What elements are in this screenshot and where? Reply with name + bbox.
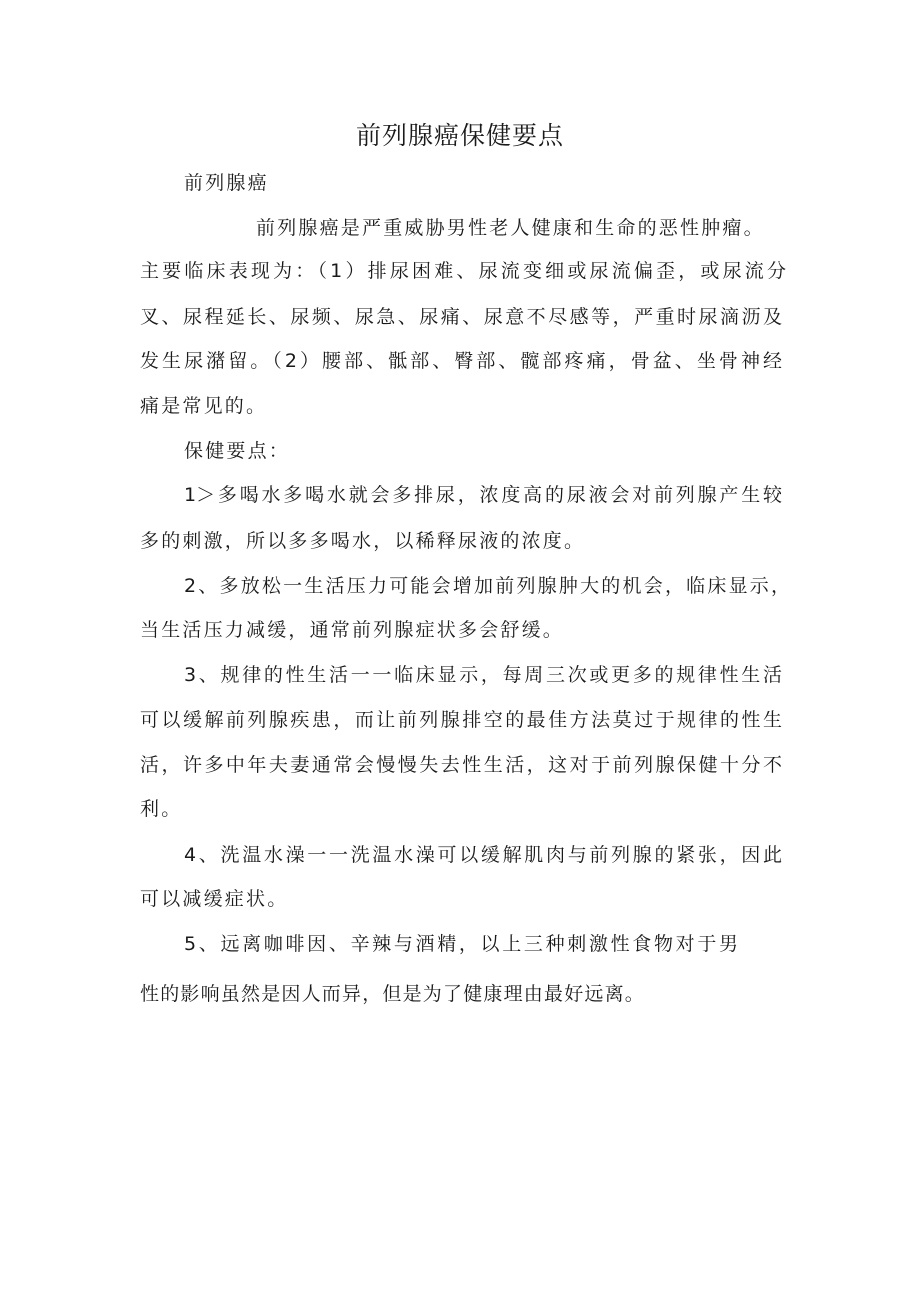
tip-line: 1＞多喝水多喝水就会多排尿，浓度高的尿液会对前列腺产生较 [184,484,782,506]
tips-heading: 保健要点： [184,440,291,462]
intro-line: 叉、尿程延长、尿频、尿急、尿痛、尿意不尽感等，严重时尿滴沥及 [140,306,782,328]
tip-line: 4、洗温水澡一一洗温水澡可以缓解肌肉与前列腺的紧张，因此 [184,844,782,866]
intro-line: 痛是常见的。 [140,395,268,417]
tip-line: 利。 [140,798,183,820]
section-heading: 前列腺癌 [184,172,269,194]
tip-line: 活，许多中年夫妻通常会慢慢失去性生活，这对于前列腺保健十分不 [140,754,782,776]
tip-line: 3、规律的性生活一一临床显示，每周三次或更多的规律性生活 [184,664,782,686]
tip-line: 可以减缓症状。 [140,888,289,910]
tip-line: 可以缓解前列腺疾患，而让前列腺排空的最佳方法莫过于规律的性生 [140,709,782,731]
intro-line: 发生尿潴留。（2）腰部、骶部、臀部、髋部疼痛，骨盆、坐骨神经 [140,350,782,372]
intro-line: 主要临床表现为：（1）排尿困难、尿流变细或尿流偏歪，或尿流分 [140,260,786,282]
tip-line: 多的刺激，所以多多喝水，以稀释尿液的浓度。 [140,530,586,552]
tip-line: 5、远离咖啡因、辛辣与酒精，以上三种刺激性食物对于男 [184,933,738,955]
tip-line: 性的影响虽然是因人而异，但是为了健康理由最好远离。 [140,983,646,1005]
tip-line: 2、多放松一生活压力可能会增加前列腺肿大的机会，临床显示， [184,575,790,597]
document-title: 前列腺癌保健要点 [355,121,564,150]
tip-line: 当生活压力减缓，通常前列腺症状多会舒缓。 [140,619,565,641]
intro-line: 前列腺癌是严重威胁男性老人健康和生命的恶性肿瘤。 [256,217,765,239]
